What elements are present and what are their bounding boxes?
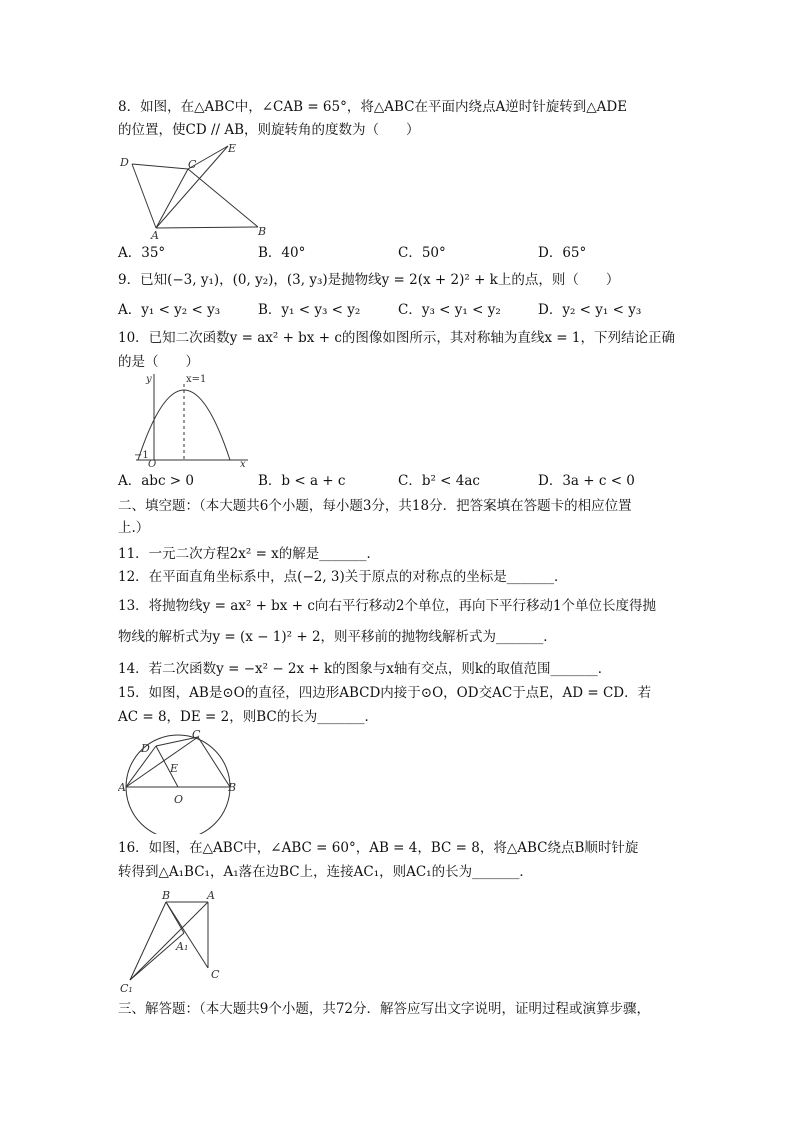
q13-line-1: 13．将抛物线y = ax² + bx + c向右平行移动2个单位，再向下平行移动1个单位长度得抛 [118, 598, 657, 614]
q16-label-c: C [211, 968, 220, 981]
q10-option-b: B．b < a + c [258, 473, 346, 489]
q16-line-2: 转得到△A₁BC₁，A₁落在边BC上，连接AC₁，则AC₁的长为_______． [118, 864, 533, 880]
q16-label-b: B [162, 889, 171, 902]
q8-option-a: A．35° [118, 245, 166, 261]
q16-label-c1: C₁ [120, 982, 133, 994]
q10-label-x: x [240, 459, 246, 468]
q16-label-a1: A₁ [176, 940, 189, 953]
q8-label-c: C [188, 158, 197, 171]
q8-line-2: 的位置，使CD // AB，则旋转角的度数为（ ） [118, 122, 420, 138]
q9-option-a: A．y₁ < y₂ < y₃ [118, 302, 221, 318]
q8-figure [118, 142, 268, 240]
q15-label-b: B [228, 781, 237, 794]
q10-label-minus1: −1 [134, 450, 149, 461]
q15-line-2: AC = 8，DE = 2，则BC的长为_______． [118, 709, 378, 725]
q10-label-x1: x=1 [186, 374, 207, 385]
section3-heading-line-1: 三、解答题：（本大题共9个小题，共72分．解答应写出文字说明，证明过程或演算步骤， [118, 1001, 651, 1017]
q9-option-b: B．y₁ < y₃ < y₂ [258, 302, 361, 318]
q13-line-2: 物线的解析式为y = (x − 1)² + 2，则平移前的抛物线解析式为_______． [118, 629, 557, 645]
q8-label-e: E [228, 142, 237, 155]
q10-line-1: 10．已知二次函数y = ax² + bx + c的图像如图所示，其对称轴为直线x = 1，下列结论正确 [118, 330, 675, 346]
q15-label-e: E [170, 762, 179, 775]
q15-label-c: C [192, 728, 201, 741]
q8-line-1: 8．如图，在△ABC中，∠CAB = 65°，将△ABC在平面内绕点A逆时针旋转到△ADE [118, 99, 628, 115]
q8-option-b: B．40° [258, 245, 306, 261]
q10-option-d: D．3a + c < 0 [538, 473, 635, 489]
q10-option-c: C．b² < 4ac [398, 473, 480, 489]
q8-label-b: B [258, 225, 267, 238]
q10-line-2: 的是（ ） [118, 354, 199, 370]
q16-line-1: 16．如图，在△ABC中，∠ABC = 60°，AB = 4，BC = 8，将△ABC绕点B顺时针旋 [118, 840, 639, 856]
q8-label-a: A [151, 229, 159, 240]
q15-label-o: O [174, 793, 184, 806]
q15-label-a: A [118, 781, 126, 794]
q9-option-c: C．y₃ < y₁ < y₂ [398, 302, 501, 318]
q8-label-d: D [120, 156, 129, 169]
q15-label-d: D [141, 742, 150, 755]
q10-label-y: y [146, 374, 152, 385]
q10-option-a: A．abc > 0 [118, 473, 194, 489]
q9-option-d: D．y₂ < y₁ < y₃ [538, 302, 642, 318]
q10-label-origin: O [148, 459, 157, 468]
q11-line-1: 11．一元二次方程2x² = x的解是_______． [118, 546, 381, 562]
q8-option-c: C．50° [398, 245, 446, 261]
section2-heading-line-1: 二、填空题：（本大题共6个小题，每小题3分，共18分．把答案填在答题卡的相应位置 [118, 498, 632, 514]
q14-line-1: 14．若二次函数y = −x² − 2x + k的图象与x轴有交点，则k的取值范围_______． [118, 661, 612, 677]
q9-line-1: 9．已知(−3, y₁)，(0, y₂)，(3, y₃)是抛物线y = 2(x + 2)² + k上的点，则（ ） [118, 272, 620, 288]
q15-circle-figure [118, 728, 240, 834]
q12-line-1: 12．在平面直角坐标系中，点(−2, 3)关于原点的对称点的坐标是_______． [118, 569, 568, 585]
q8-option-d: D．65° [538, 245, 587, 261]
q16-label-a: A [207, 889, 215, 902]
section2-heading-line-2: 上.） [118, 520, 150, 536]
q16-triangle-figure [118, 888, 230, 994]
q10-parabola-figure [134, 372, 254, 468]
q15-line-1: 15．如图，AB是⊙O的直径，四边形ABCD内接于⊙O，OD交AC于点E，AD = CD．若 [118, 685, 652, 701]
